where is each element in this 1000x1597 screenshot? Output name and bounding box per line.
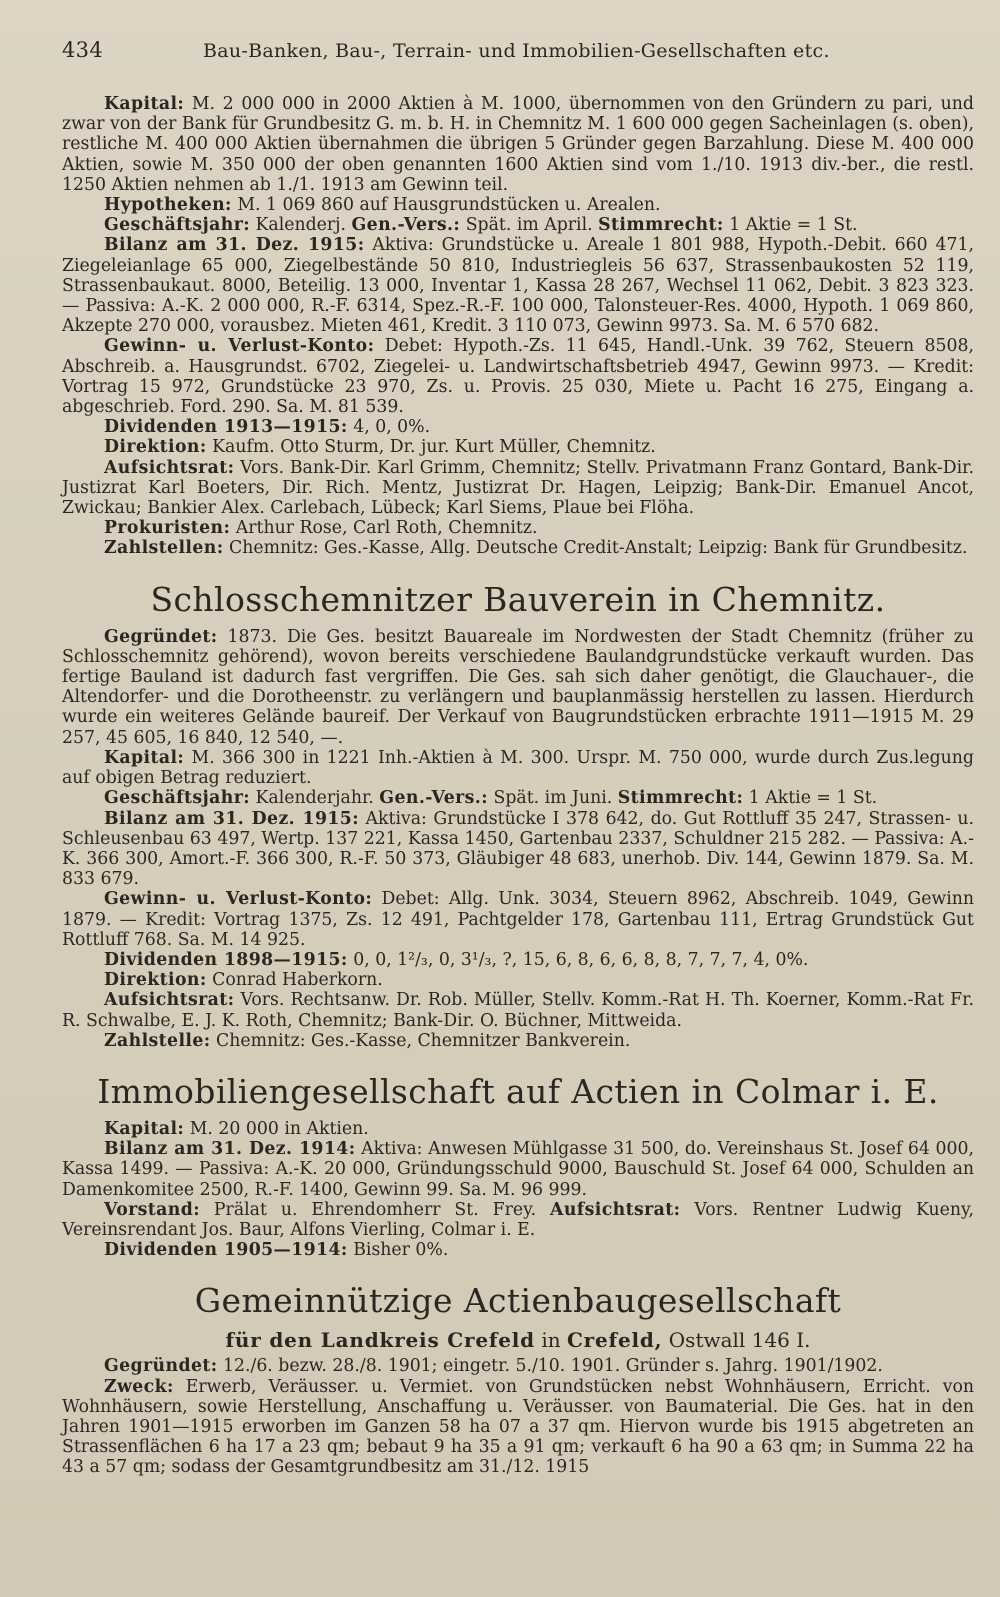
mortgage-paragraph xyxy=(62,195,974,215)
management-paragraph xyxy=(62,437,974,457)
fiscal-year-paragraph xyxy=(62,788,974,808)
subtitle-part: Crefeld, xyxy=(566,1328,663,1353)
supervisory-board-paragraph xyxy=(62,458,974,519)
label: Gegründet: xyxy=(104,626,218,647)
text: 4, 0, 0%. xyxy=(347,417,431,438)
dividends-paragraph xyxy=(62,417,974,437)
label: Aufsichtsrat: xyxy=(104,457,235,478)
supervisory-board-paragraph xyxy=(62,990,974,1030)
label: Stimmrecht: xyxy=(598,215,724,236)
text: M. 2 000 000 in 2000 Aktien à M. 1000, übernommen von den Gründern zu pari, und zwar von der Bank für Grundbesitz G. m. b. H. in Chemnitz M. 1 600 000 gegen Sacheinlagen (s. oben), restliche M. 400 000 Aktien übernahmen die übrigen 5 Gründer gegen Barzahlung. Diese M. 400 000 Aktien, sowie M. 350 000 der oben genannten 1600 Aktien sind vom 1./10. 1913 div.-ber., die restl. 1250 Aktien nehmen ab 1./1. 1913 am Gewinn teil. xyxy=(62,94,974,195)
section-subtitle xyxy=(62,1328,974,1352)
page-header xyxy=(62,38,974,62)
label: Direktion: xyxy=(104,437,207,458)
founded-paragraph xyxy=(62,1356,974,1376)
section-crefeld xyxy=(62,1282,974,1477)
board-paragraph xyxy=(62,1200,974,1240)
text: Prälat u. Ehrendomherr St. Frey. xyxy=(200,1199,551,1220)
subtitle-part: Ostwall 146 I. xyxy=(662,1328,811,1353)
text: Aktiva: Grundstücke u. Areale 1 801 988, Hypoth.-Debit. 660 471, Ziegeleianlage 65 000, Ziegelbestände 50 810, Industriegleis 56 637, Strassenbaukosten 52 119, Strassenbaukaut. 8000, Beteilig. 13 000, Inventar 1, Kassa 28 267, Wechsel 11 062, Debit. 3 823 323. — Passiva: A.-K. 2 000 000, R.-F. 6314, Spez.-R.-F. 100 000, Talonsteuer-Res. 4000, Hypoth. 1 069 860, Akzepte 270 000, vorausbez. Mieten 461, Kredit. 3 110 073, Gewinn 9973. Sa. M. 6 570 682. xyxy=(62,235,974,337)
capital-paragraph xyxy=(62,748,974,788)
text: 1 Aktie = 1 St. xyxy=(723,215,858,236)
label: Geschäftsjahr: xyxy=(104,788,251,809)
subtitle-part: für den Landkreis Crefeld xyxy=(225,1328,535,1353)
text: Conrad Haberkorn. xyxy=(206,970,383,991)
section-colmar xyxy=(62,1073,974,1260)
capital-paragraph xyxy=(62,1119,974,1139)
text: M. 366 300 in 1221 Inh.-Aktien à M. 300. Urspr. M. 750 000, wurde durch Zus.legung auf obigen Betrag reduziert. xyxy=(62,747,974,789)
profit-loss-paragraph xyxy=(62,336,974,417)
label: Gegründet: xyxy=(104,1356,218,1377)
label: Bilanz am 31. Dez. 1914: xyxy=(104,1139,356,1160)
text: Erwerb, Veräusser. u. Vermiet. von Grundstücken nebst Wohnhäusern, Erricht. von Wohnhäusern, sowie Herstellung, Anschaffung u. Veräusser. von Baumaterial. Die Ges. hat in den Jahren 1901—1915 erworben im Ganzen 58 ha 07 a 37 qm. Hiervon wurde bis 1915 abgetreten an Strassenflächen 6 ha 17 a 23 qm; bebaut 9 ha 35 a 91 qm; verkauft 6 ha 90 a 63 qm; in Summa 22 ha 43 a 57 qm; sodass der Gesamtgrundbesitz am 31./12. 1915 xyxy=(62,1376,974,1478)
text: Spät. im April. xyxy=(460,215,599,236)
text: 1873. Die Ges. besitzt Bauareale im Nordwesten der Stadt Chemnitz (früher zu Schlosschemnitz gehörend), wovon bereits verschiedene Baulandgrundstücke verkauft wurden. Das fertige Bauland ist dadurch fast vergriffen. Die Ges. sah sich daher genötigt, die Glauchauer-, die Altendorfer- und die Dorotheenstr. zu verlängern und bauplanmässig herstellen zu lassen. Hierdurch wurde ein weiteres Gelände baureif. Der Verkauf von Baugrundstücken erbrachte 1911—1915 M. 29 257, 45 605, 16 840, 12 540, —. xyxy=(62,626,974,748)
text: 12./6. bezw. 28./8. 1901; eingetr. 5./10. 1901. Gründer s. Jahrg. 1901/1902. xyxy=(217,1356,883,1377)
text: Aktiva: Grundstücke I 378 642, do. Gut Rottluff 35 247, Strassen- u. Schleusenbau 63 497, Wertp. 137 221, Kassa 1450, Gartenbau 2337, Schuldner 215 282. — Passiva: A.-K. 366 300, Amort.-F. 366 300, R.-F. 50 373, Gläubiger 48 683, unerhob. Div. 144, Gewinn 1879. Sa. M. 833 679. xyxy=(62,808,974,890)
subtitle-part: in xyxy=(534,1328,567,1353)
text: Aktiva: Anwesen Mühlgasse 31 500, do. Vereinshaus St. Josef 64 000, Kassa 1499. — Passiva: A.-K. 20 000, Gründungsschuld 9000, Bauschuld St. Josef 64 000, Schulden an Damenkomitee 2500, R.-F. 1400, Gewinn 99. Sa. M. 96 999. xyxy=(62,1139,975,1200)
label: Kapital: xyxy=(104,94,185,114)
text: Kaufm. Otto Sturm, Dr. jur. Kurt Müller, Chemnitz. xyxy=(206,437,656,458)
label: Zweck: xyxy=(104,1376,174,1397)
balance-paragraph xyxy=(62,235,974,336)
page-number: 434 xyxy=(62,38,103,62)
profit-loss-paragraph xyxy=(62,889,974,950)
label: Gen.-Vers.: xyxy=(379,788,488,809)
section-title: Gemeinnützige Actienbaugesellschaft xyxy=(194,1281,842,1321)
label: Gewinn- u. Verlust-Konto: xyxy=(104,336,375,357)
label: Prokuristen: xyxy=(104,518,231,539)
text: Vors. Rentner Ludwig Kueny, Vereinsrendant Jos. Baur, Alfons Vierling, Colmar i. E. xyxy=(62,1199,975,1240)
text: Chemnitz: Ges.-Kasse, Allg. Deutsche Credit-Anstalt; Leipzig: Bank für Grundbesitz. xyxy=(223,538,968,559)
label: Kapital: xyxy=(104,1118,185,1139)
section-title: Schlosschemnitzer Bauverein in Chemnitz. xyxy=(150,579,886,619)
text: 1 Aktie = 1 St. xyxy=(743,788,878,809)
dividends-paragraph xyxy=(62,1240,974,1260)
capital-paragraph xyxy=(62,94,974,195)
label: Gewinn- u. Verlust-Konto: xyxy=(104,889,373,910)
text: Bisher 0%. xyxy=(347,1240,449,1261)
text: 0, 0, 1²/₃, 0, 3¹/₃, ?, 15, 6, 8, 6, 6, 8, 8, 7, 7, 7, 4, 0%. xyxy=(347,949,809,970)
dividends-paragraph xyxy=(62,950,974,970)
label: Hypotheken: xyxy=(104,195,232,216)
label: Vorstand: xyxy=(104,1199,200,1220)
label: Dividenden 1898—1915: xyxy=(104,949,348,970)
text: Arthur Rose, Carl Roth, Chemnitz. xyxy=(230,518,538,539)
text: Kalenderj. xyxy=(250,215,352,236)
section-title: Immobiliengesellschaft auf Actien in Colmar i. E. xyxy=(97,1071,939,1111)
text: Vors. Rechtsanw. Dr. Rob. Müller, Stellv. Komm.-Rat H. Th. Koerner, Komm.-Rat Fr. R. Schwalbe, E. J. K. Roth, Chemnitz; Bank-Dir. O. Büchner, Mittweida. xyxy=(62,990,974,1031)
label: Dividenden 1905—1914: xyxy=(104,1240,348,1261)
section-schlosschemnitzer xyxy=(62,581,974,1051)
paying-agents-paragraph xyxy=(62,538,974,558)
label: Gen.-Vers.: xyxy=(351,215,461,236)
balance-paragraph xyxy=(62,1139,974,1200)
management-paragraph xyxy=(62,970,974,990)
label: Bilanz am 31. Dez. 1915: xyxy=(104,808,360,829)
label: Kapital: xyxy=(104,747,185,768)
label: Aufsichtsrat: xyxy=(104,990,235,1011)
label: Geschäftsjahr: xyxy=(104,215,251,236)
founded-paragraph xyxy=(62,627,974,748)
running-title: Bau-Banken, Bau-, Terrain- und Immobilien-Gesellschaften etc. xyxy=(202,40,830,62)
label: Dividenden 1913—1915: xyxy=(104,417,348,438)
text: Vors. Bank-Dir. Karl Grimm, Chemnitz; Stellv. Privatmann Franz Gontard, Bank-Dir. Justizrat Karl Boeters, Dir. Rich. Mentz, Justizrat Dr. Hagen, Leipzig; Bank-Dir. Emanuel Ancot, Zwickau; Bankier Alex. Carlebach, Lübeck; Karl Siems, Plaue bei Flöha. xyxy=(62,457,974,519)
text: Debet: Allg. Unk. 3034, Steuern 8962, Abschreib. 1049, Gewinn 1879. — Kredit: Vortrag 1375, Zs. 12 491, Pachtgelder 178, Gartenbau 111, Ertrag Grundstück Gut Rottluff 768. Sa. M. 14 925. xyxy=(62,889,974,950)
purpose-paragraph xyxy=(62,1377,974,1478)
paying-agent-paragraph xyxy=(62,1031,974,1051)
procurists-paragraph xyxy=(62,518,974,538)
balance-paragraph xyxy=(62,809,974,890)
label: Zahlstellen: xyxy=(104,538,224,559)
text: M. 1 069 860 auf Hausgrundstücken u. Arealen. xyxy=(231,195,661,216)
fiscal-year-paragraph xyxy=(62,215,974,235)
label: Bilanz am 31. Dez. 1915: xyxy=(104,235,365,256)
label: Stimmrecht: xyxy=(617,788,744,809)
label: Direktion: xyxy=(104,970,207,991)
text: Kalenderjahr. xyxy=(250,788,380,809)
section-continued xyxy=(62,94,974,559)
label: Aufsichtsrat: xyxy=(550,1199,681,1220)
text: Debet: Hypoth.-Zs. 11 645, Handl.-Unk. 39 762, Steuern 8508, Abschreib. a. Hausgrundst. 6702, Ziegelei- u. Landwirtschaftsbetrieb 4947, Gewinn 9973. — Kredit: Vortrag 15 972, Grundstücke 23 970, Zs. u. Provis. 25 030, Miete u. Pacht 16 275, Eingang a. abgeschrieb. Ford. 290. Sa. M. 81 539. xyxy=(62,336,974,418)
label: Zahlstelle: xyxy=(104,1030,211,1051)
text: M. 20 000 in Aktien. xyxy=(184,1118,369,1139)
text: Chemnitz: Ges.-Kasse, Chemnitzer Bankverein. xyxy=(210,1030,631,1051)
text: Spät. im Juni. xyxy=(488,788,618,809)
